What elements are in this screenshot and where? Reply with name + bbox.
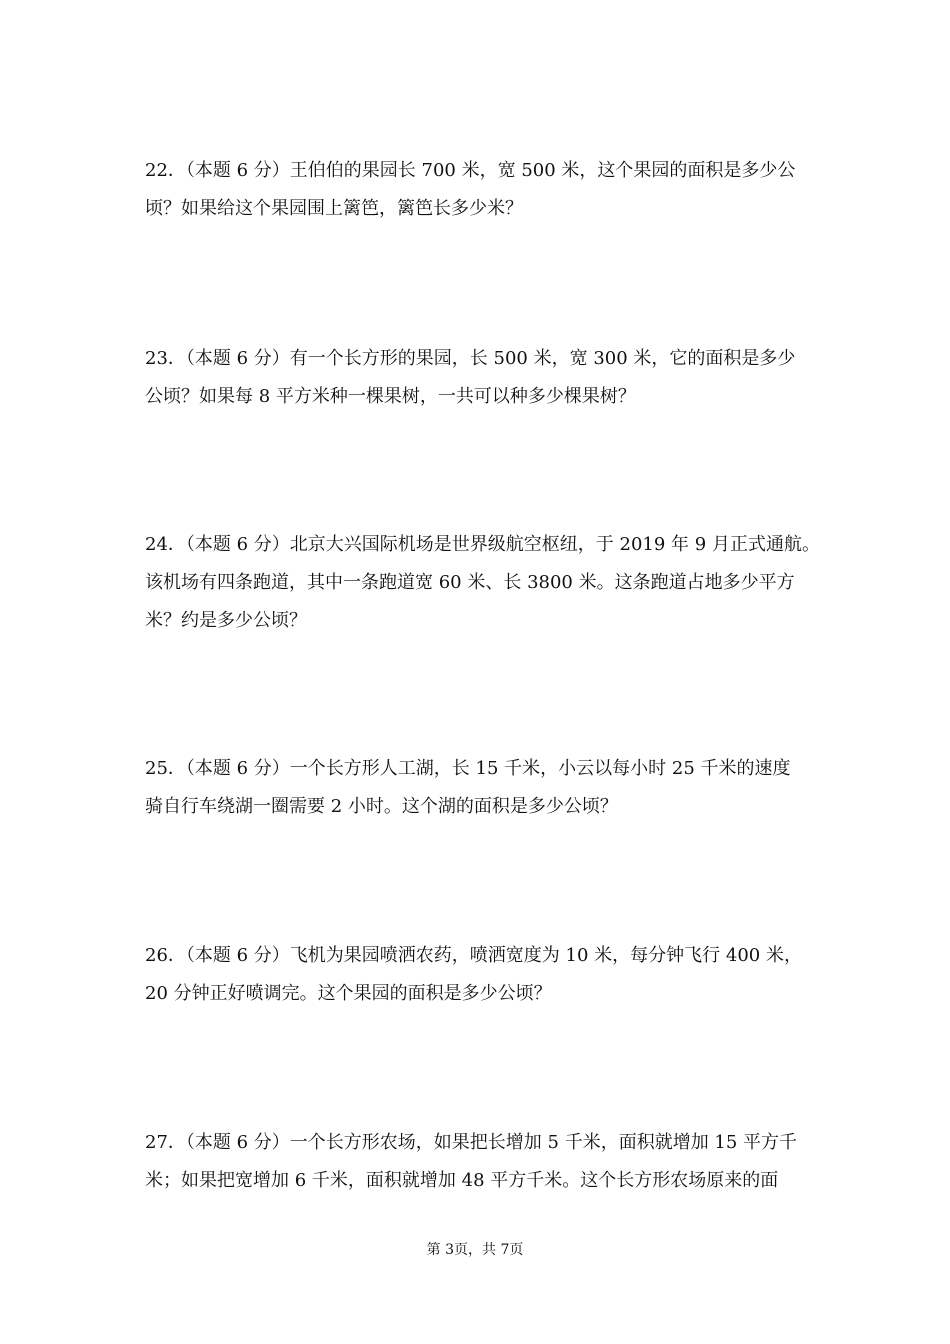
page-number-footer: 第 3页，共 7页 (426, 1242, 524, 1258)
problem-23 (145, 340, 810, 416)
problem-25-line-2: 骑自行车绕湖一圈需要 2 小时。这个湖的面积是多少公顷？ (145, 796, 618, 817)
problem-27-line-1: 27．（本题 6 分）一个长方形农场，如果把长增加 5 千米，面积就增加 15 平方千 (145, 1132, 798, 1153)
problem-23-line-1: 23．（本题 6 分）有一个长方形的果园，长 500 米，宽 300 米，它的面积是多少 (145, 348, 796, 369)
problem-25-line-1: 25．（本题 6 分）一个长方形人工湖，长 15 千米，小云以每小时 25 千米的速度 (145, 758, 791, 779)
problem-22-line-1: 22．（本题 6 分）王伯伯的果园长 700 米，宽 500 米，这个果园的面积是多少公 (145, 160, 796, 181)
problem-26-line-2: 20 分钟正好喷调完。这个果园的面积是多少公顷？ (145, 983, 552, 1004)
problem-23-line-2: 公顷？如果每 8 平方米种一棵果树，一共可以种多少棵果树？ (145, 386, 636, 407)
problem-26 (145, 937, 810, 1013)
problem-22 (145, 152, 810, 228)
problem-27-line-2: 米；如果把宽增加 6 千米，面积就增加 48 平方千米。这个长方形农场原来的面 (145, 1170, 779, 1191)
problem-24-line-2: 该机场有四条跑道，其中一条跑道宽 60 米、长 3800 米。这条跑道占地多少平方 (145, 572, 795, 593)
problem-24 (145, 526, 820, 640)
problem-22-line-2: 顷？如果给这个果园围上篱笆，篱笆长多少米？ (145, 198, 523, 219)
problem-26-line-1: 26．（本题 6 分）飞机为果园喷洒农药，喷洒宽度为 10 米，每分钟飞行 400 米， (145, 945, 802, 966)
problem-24-line-3: 米？约是多少公顷？ (145, 610, 307, 631)
problem-24-line-1: 24．（本题 6 分）北京大兴国际机场是世界级航空枢纽，于 2019 年 9 月正式通航。 (145, 534, 820, 555)
problem-25 (145, 750, 810, 826)
problem-27 (145, 1124, 810, 1200)
